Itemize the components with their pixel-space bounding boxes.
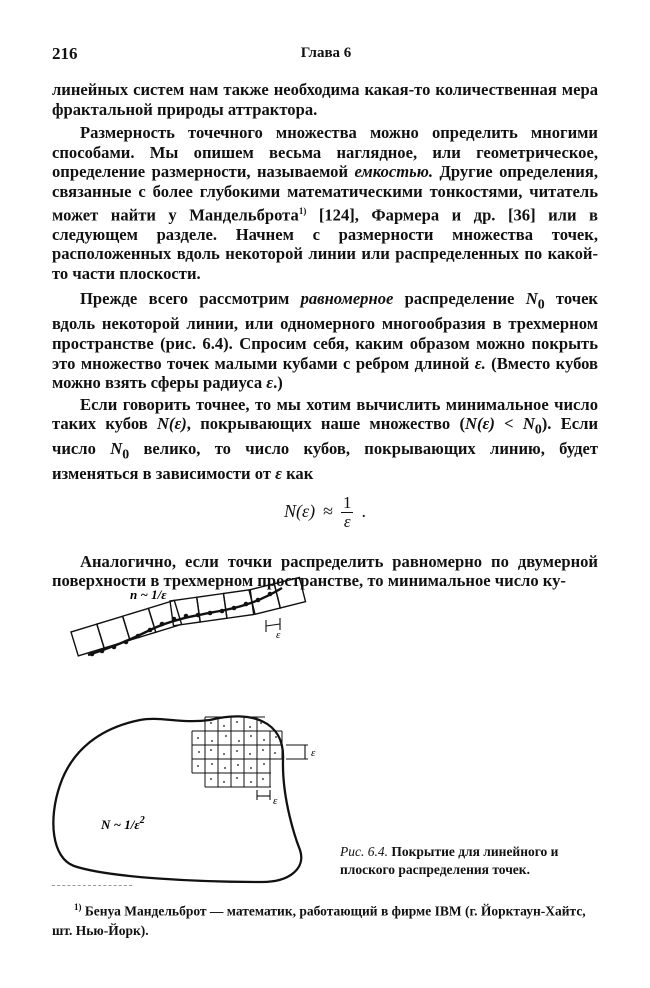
- p4-text-b: , покрывающих наше множество (: [186, 414, 465, 434]
- formula-numerator: 1: [342, 492, 352, 512]
- p3-text-d: (Вместо кубов можно взять сферы радиуса: [52, 353, 598, 393]
- paragraph-1: линейных систем нам также необходима какая-то количественная мера фрактальной природы аттрактора.: [52, 80, 598, 119]
- box-chain: [71, 600, 182, 655]
- p3-text-e: .): [273, 373, 283, 393]
- p4-ne: N(ε): [156, 414, 187, 434]
- p3-n0-sub: 0: [537, 296, 545, 312]
- p3-emphasis: равномерное: [300, 289, 394, 309]
- p4-text-c: ). Если число: [52, 414, 598, 459]
- p4-n0-sub: 0: [122, 446, 130, 462]
- plane-points: [197, 721, 277, 783]
- formula-lhs: N(ε): [284, 501, 316, 522]
- paragraph-4: [52, 395, 598, 484]
- body-text: [52, 80, 598, 595]
- p4-text-d: велико, то число кубов, покрывающих линию, будет изменяться в зависимости от: [52, 439, 598, 484]
- paragraph-3: [52, 289, 598, 392]
- line-epsilon-label: ε: [276, 629, 281, 641]
- p4-eps: ε: [275, 464, 282, 484]
- plane-label-sup: 2: [139, 815, 145, 826]
- caption-label: Рис. 6.4.: [340, 844, 388, 859]
- plane-outline: [53, 716, 301, 882]
- plane-epsilon-label-1: ε: [311, 747, 316, 759]
- p4-n0: N: [110, 439, 123, 459]
- p3-n0: N: [525, 289, 538, 309]
- page-header: [52, 44, 600, 66]
- formula: [52, 490, 598, 540]
- line-label: n ~ 1/ε: [130, 587, 167, 602]
- p3-text-b: распределение: [393, 289, 526, 309]
- p3-eps: ε.: [474, 353, 486, 373]
- p3-text-a: Прежде всего рассмотрим: [80, 289, 301, 309]
- p4-ineq: N(ε) < N: [465, 414, 535, 434]
- plane-epsilon-label-2: ε: [273, 795, 278, 807]
- p2-text-b: Другие определения, связанные с более глубокими математическими тонкостями, читатель может найти у Мандельброта: [52, 162, 598, 225]
- footnote-mark: 1): [74, 902, 82, 912]
- page-number: 216: [52, 44, 78, 63]
- curve-line: [88, 588, 282, 655]
- caption-text: Покрытие для линейного и плоского распределения точек.: [340, 844, 559, 877]
- paragraph-2: [52, 123, 598, 283]
- p2-text-a: Размерность точечного множества можно определить многими способами. Мы опишем весьма наглядное, или геометрическое, определение размерности, называемой: [52, 123, 598, 182]
- p2-emphasis: емкостью.: [354, 162, 433, 182]
- p4-text-a: Если говорить точнее, то мы хотим вычислить минимальное число таких кубов: [52, 394, 598, 434]
- p3-eps2: ε: [266, 373, 274, 393]
- running-head: Глава 6: [300, 45, 352, 61]
- p4-ineq-sub: 0: [534, 421, 542, 437]
- footnote-text: Бенуа Мандельброт — математик, работающий в фирме IBM (г. Йорктаун-Хайтс, шт. Нью-Йорк).: [52, 903, 586, 938]
- paragraph-5: Аналогично, если точки распределить равномерно по двумерной поверхности в трехмерном пространстве, то минимальное число ку-: [52, 551, 598, 591]
- p4-text-e: как: [281, 464, 314, 484]
- p2-text-c: [124], Фармера и др. [36] или в следующем разделе. Начнем с размерности множества точек, расположенных вдоль некоторой линии или распределенных по какой-то части плоскости.: [52, 205, 598, 283]
- footnote: [52, 898, 598, 940]
- plane-grid: [192, 717, 282, 787]
- footnote-rule: [52, 885, 132, 886]
- plane-label-text: N ~ 1/ε: [101, 817, 140, 832]
- figure-caption: [340, 843, 602, 879]
- formula-approx: ≈: [323, 501, 333, 522]
- plane-label: [100, 815, 145, 832]
- footnote-ref: 1): [298, 205, 307, 216]
- p3-text-c: точек вдоль некоторой линии, или одномерного многообразия в трехмерном пространстве (рис. 6.4). Спросим себя, каким образом можно покрыть это множество точек малыми кубами с ребром длиной: [52, 289, 598, 373]
- formula-denominator: ε: [343, 511, 351, 531]
- line-covering: [71, 577, 306, 655]
- formula-end: .: [361, 501, 366, 522]
- formula-fraction: [341, 494, 354, 531]
